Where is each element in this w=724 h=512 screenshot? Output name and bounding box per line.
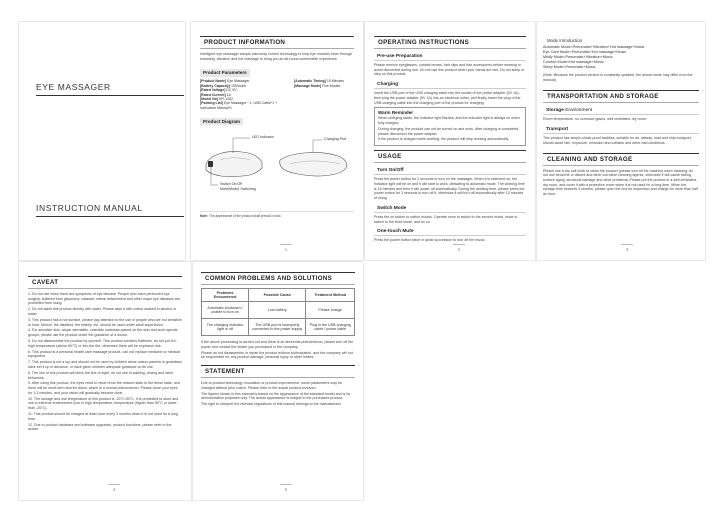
- section-heading-usage: USAGE: [374, 150, 526, 163]
- warm-reminder-item: During charging, the product can not be turned on and work. After charging is completed, please disconnect the power adapter.: [378, 126, 520, 136]
- statement-paragraph: The figures shown in this manual is based on the appearance of the standard model and is for demonstration purposes only. The actual appearance is subject to the purchased product.: [201, 391, 351, 401]
- param-key: [Battery Capacity]: [200, 83, 230, 88]
- subheading-switch-mode: Switch Mode: [374, 204, 526, 213]
- caveat-item: 9. After using this product, the eyes need to return from the relaxed state to the tense state, and there will be short-term blurred vision, which is a normal phenomenon. Please close your eyes for 1-3 minutes, and your vision will gradually become clear.: [28, 381, 180, 395]
- cover-manual-title: INSTRUCTION MANUAL: [36, 203, 143, 213]
- params-right: [294, 79, 354, 110]
- subheading-turn-on-off: Turn On/Off: [374, 166, 526, 175]
- page-number: 5: [201, 484, 371, 492]
- product-diagram: [200, 130, 354, 212]
- param-row: [294, 84, 354, 88]
- warm-reminder-list: [378, 116, 522, 142]
- param-key: [Automatic Timing]: [294, 79, 326, 84]
- param-value: DC 5V: [226, 88, 237, 93]
- caveat-item: 2. Do not wash this product directly with water. Please wipe it with cotton soaked in alcohol or water.: [28, 307, 177, 316]
- table-cell: Plug in the USB charging cable / power cable: [306, 319, 355, 336]
- subheading-storage: Storage Environment: [543, 106, 699, 115]
- section-heading-transport: TRANSPORTATION AND STORAGE: [543, 90, 699, 103]
- page-number: 1: [200, 244, 372, 252]
- warm-reminder-box: [374, 107, 526, 146]
- mode-item: Mildly Mode=Pneumatic+Vibration+Music: [543, 55, 613, 59]
- statement-text: [201, 381, 355, 407]
- caveat-item: 8. The use of this product will block the line of sight, do not use in walking, driving and other behaviors.: [28, 370, 174, 380]
- table-body: [202, 302, 355, 336]
- subheading-pre-use: Pre-use Preparation: [374, 52, 526, 61]
- page-number: 2: [374, 244, 544, 252]
- cover-rule: [36, 216, 184, 217]
- section-heading: COMMON PROBLEMS AND SOLUTIONS: [201, 272, 355, 285]
- subheading-charging: Charging: [374, 80, 526, 89]
- param-key: [Packing List]: [200, 101, 223, 106]
- table-cell: Automatic shutdown / unable to turn on: [202, 302, 249, 319]
- mode-item: Comfort Mode=Hot massage+Music: [543, 60, 604, 64]
- turn-on-off-text: Press the power button for 2 seconds to turn on the massager. When it is switched on, the indicator light will be on and it will start to work, defaulting to automatic mode. The working time is 15 minutes and then it will power off automatically. During the working time, please press the power button for 2 seconds to turn off it, otherwise it will turn off automatically after 15 minutes of using.: [374, 177, 525, 201]
- mute-text: Press the power button twice in quick succession to turn off the music.: [374, 238, 486, 243]
- caveat-item: 1. Do not use when there are symptoms of eye disease. People who have performed eye surgery, suffered from glaucoma, cataract, retinal detachment and other major eye diseases are prohibited from using.: [28, 292, 181, 306]
- statement-paragraph: Due to product technology innovation or product improvement, some parameters may be changed without prior notice. Please refer to the actual product received.: [201, 381, 343, 390]
- cover-page: [19, 22, 185, 260]
- warm-reminder-item: When charging starts, the indicator light flashes, and the indicator light is always on when fully charged.: [378, 116, 520, 125]
- mode-item: Eye Care Mode=Pneumatic+Hot massage+Music: [543, 50, 627, 54]
- table-cell: The charging indicator light is off: [202, 319, 249, 336]
- section-heading-cleaning: CLEANING AND STORAGE: [543, 153, 699, 166]
- page-modes-storage: [537, 22, 705, 260]
- subheading-transport: Transport: [543, 125, 699, 134]
- table-header-cell: Possible Cause: [249, 289, 306, 302]
- table-cell: The USB port is improperly connected to the power supply: [249, 319, 306, 336]
- eye-massager-illustration: [200, 130, 354, 212]
- problems-table: [201, 288, 355, 336]
- param-value: Eye Massager: [227, 79, 250, 84]
- cover-title: EYE MASSAGER: [36, 82, 111, 92]
- param-key: [Rated Current]: [200, 92, 226, 97]
- transport-text: This product has simple shock-proof facilities, suitable for air, railway, road and ship transport, should avoid rain, exposure, extrusion and collision and other bad conditions.: [543, 136, 692, 145]
- charging-text: Insert the USB port of the USB charging cable into the socket of the power adapter (5V 1A), then plug the power adapter (5V 1A) into an electrical outlet, and finally insert the plug of the USB charging cable into the charging port of the product for charging.: [374, 91, 521, 105]
- table-cell: Low battery: [249, 302, 306, 319]
- table-header-cell: Problems Encountered: [202, 289, 249, 302]
- mode-introduction: [543, 38, 699, 82]
- warm-reminder-title: Warm Reminder: [378, 110, 414, 116]
- page-number: 4: [28, 484, 200, 492]
- mode-item: Automatic Mode=Pneumatic+Vibration+Hot massage+Music: [543, 45, 645, 49]
- statement-paragraph: The right to interpret the relevant regulations of this manual belongs to the manufacturer.: [201, 402, 342, 407]
- param-value: 1500mAh: [230, 83, 246, 88]
- param-value: KR-1302: [219, 97, 233, 102]
- label-switch: [220, 182, 256, 191]
- section-heading-statement: STATEMENT: [201, 365, 355, 378]
- switch-mode-text: Press the on button to switch modes. Operate once to switch to the second mode, twice to switch to the third mode, and so on.: [374, 214, 518, 224]
- after-table-text: [201, 340, 355, 360]
- param-key: [Product Name]: [200, 79, 227, 84]
- label-switch-line1: Switch On/Off: [220, 182, 243, 187]
- caveat-item: 11. This product should be charged at least once every 3 months when it is not used for a long time.: [28, 412, 178, 421]
- caveat-item: 5. Do not disassemble the product by yourself. This product contains batteries, do not put it in high temperature (above 60°C) or into the fire, otherwise there will be explosion risk.: [28, 339, 177, 348]
- param-value: Eye Massager * 1, USB Cable*1 + Instruction Manual*1: [200, 101, 278, 110]
- diagram-note: [200, 214, 354, 218]
- warm-reminder-item: If the product is charged while working, the product will stop working automatically.: [378, 137, 509, 142]
- note-label: Note:: [200, 214, 209, 219]
- mode-item: Sleep Mode=Pneumatic+Music: [543, 65, 596, 69]
- label-switch-line2: Mute(Mode) Switching: [220, 186, 256, 191]
- table-cell: Please charge: [306, 302, 355, 319]
- param-key: [Model No]: [200, 97, 219, 102]
- mode-list: [543, 45, 699, 70]
- caveat-item: 10. The storage and use temperature of this product is -20°C-50°C. It is prohibited to store and use in extreme environment (low or high temperature; temperature (higher than 50°C or lower than -20°C).: [28, 396, 179, 411]
- page-operating-instructions: [365, 22, 535, 260]
- param-value: 1A: [226, 92, 231, 97]
- subheading-parameters: Product Parameters: [200, 69, 250, 76]
- table-header-cell: Treatment Method: [306, 289, 355, 302]
- section-heading: OPERATING INSTRUCTIONS: [374, 36, 526, 49]
- param-value: Five Modes: [322, 83, 341, 88]
- caveat-item: 12. Due to product hardware and software upgrades, product functions, please refer to the actual.: [28, 422, 172, 432]
- caveat-item: 7. This product is not a toy and should not be used by children alone unless parents or guardians have set it up in advance, or have given children adequate guidance on its use.: [28, 360, 182, 369]
- product-parameters: [200, 79, 354, 110]
- table-row: [202, 302, 355, 319]
- page-problems-statement: [193, 262, 363, 500]
- param-value: 15 Minutes: [326, 79, 344, 84]
- info-paragraph: If the above processing is carried out and there is an abnormal phenomenon, please turn off the power and contact the dealer you purchased or the company.: [201, 340, 354, 349]
- params-left: [200, 79, 294, 110]
- table-header-row: [202, 289, 355, 302]
- page-caveat: [19, 262, 191, 500]
- section-heading: CAVEAT: [28, 276, 182, 289]
- caveat-item: 4. For sensitive skin, atopic dermatitis, cosmetic materials placed on the skin and such special groups, please use the product under the guidance of a doctor.: [28, 328, 178, 338]
- note-text: The appearance of the product shall prevail in kind.: [208, 214, 282, 219]
- pre-use-text: Please remove eyeglasses, contact lenses, hair clips and hair accessories before wearing to avoid discomfort during use. Do not use this product when your hands are wet. Do not sleep or step on this product.: [374, 63, 525, 77]
- label-led-indicator: LED Indicator: [252, 135, 274, 140]
- caveat-list: [28, 292, 182, 432]
- modes-note: (Note: Because the product version is constantly updated, the actual mode may differ from the manual): [543, 73, 693, 82]
- cover-rule: [36, 95, 184, 96]
- param-key: [Rated Voltage]: [200, 88, 226, 93]
- subheading-mute: One-touch Mute: [374, 227, 526, 236]
- caveat-item: 6. This product is a personal health care massage product, can not replace medicine or medical equipment.: [28, 349, 180, 359]
- caveat-item: 3. This product has a hot surface, please pay attention to the use of people who are not sensitive to heat. Minors, the disabled, the elderly, etc. should be used under adult supervision.: [28, 317, 182, 327]
- label-charging-port: Charging Port: [324, 137, 347, 142]
- param-key: [Massage Mode]: [294, 83, 322, 88]
- table-row: [202, 319, 355, 336]
- intro-text: Intelligent eye massager adopts microchip control technology to help eye muscles relax through kneading, vibration and hot massage to bring you an all-round comfortable experience.: [200, 52, 353, 61]
- storage-text: Room temperature, no corrosive gases, well ventilated, dry room.: [543, 117, 647, 122]
- param-row: [200, 101, 294, 110]
- subheading-diagram: Product Diagram: [200, 118, 243, 125]
- page-product-information: [191, 22, 363, 260]
- cleaning-text: Please use a dry soft cloth to clean the product (please turn off the machine when cleaning, do not use benzene or diluent and other corrosive cleaning agents, otherwise it will cause fading, surface aging, structural damage and other problems) Please put the product in a well-ventilated, dry room, and cover it with a protective cover when it is not used for a long time. When the storage time exceeds 3 months, please open the box for inspection and charge for more than half an hour.: [543, 168, 698, 197]
- section-heading: PRODUCT INFORMATION: [200, 36, 354, 49]
- mode-intro-title: Mode Introduction: [547, 38, 583, 43]
- page-number: 3: [543, 244, 711, 252]
- info-paragraph: Please do not disassemble or repair the product without authorization, and the company will not be responsible for any product damage, personal injury or other losses.: [201, 350, 353, 360]
